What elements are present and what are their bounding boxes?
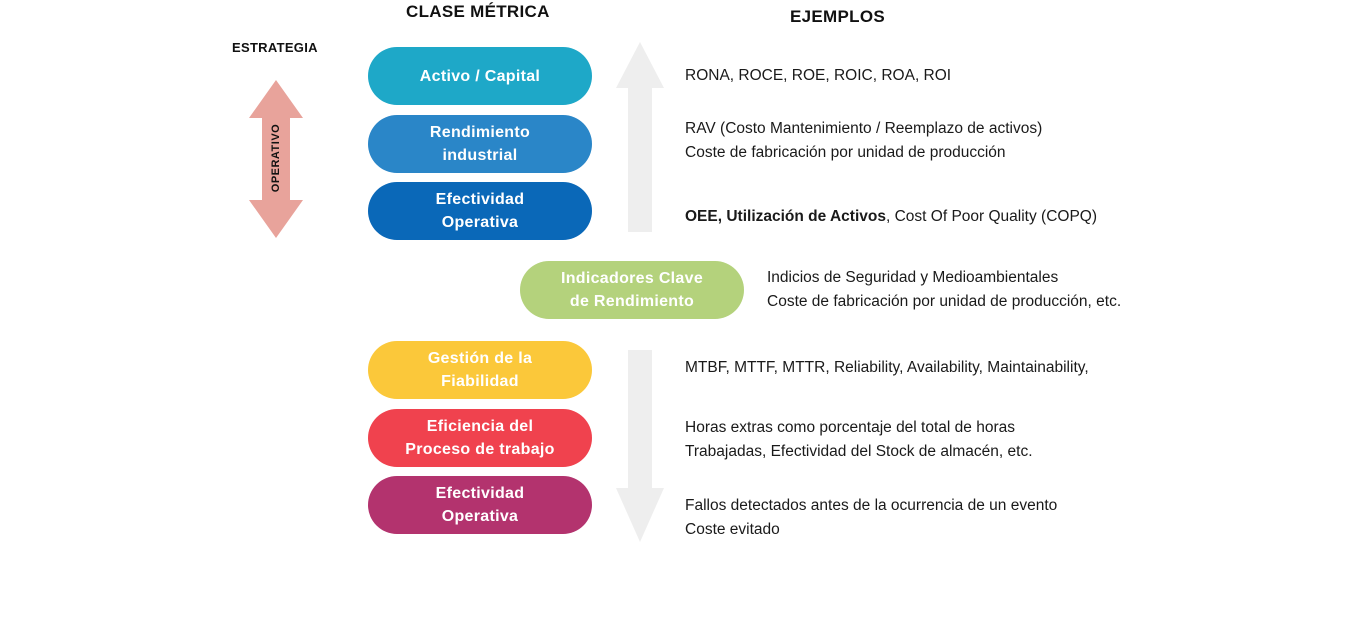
pill-efectividad-operativa-2 — [368, 476, 592, 534]
example-fiabilidad — [685, 356, 1089, 380]
pill-label: Efectividad Operativa — [435, 485, 525, 525]
pill-label: Activo / Capital — [419, 67, 541, 85]
example-line: RAV (Costo Mantenimiento / Reemplazo de activos) — [685, 120, 1043, 137]
example-activo — [685, 64, 951, 88]
example-line: Horas extras como porcentaje del total de horas — [685, 419, 1015, 436]
example-line: Coste de fabricación por unidad de producción, etc. — [767, 293, 1122, 310]
example-rest-part: , Cost Of Poor Quality (COPQ) — [885, 208, 1098, 225]
example-efectividad-2 — [685, 494, 1057, 542]
clase-metrica-header: CLASE MÉTRICA — [406, 2, 550, 21]
up-arrow — [616, 42, 664, 232]
pill-label: Rendimiento industrial — [429, 124, 531, 164]
example-bold-part: OEE, Utilización de Activos — [685, 208, 886, 225]
pill-activo-capital — [368, 47, 592, 105]
estrategia-label: ESTRATEGIA — [232, 40, 318, 55]
pill-rendimiento-industrial — [368, 115, 592, 173]
pill-label: Indicadores Clave de Rendimiento — [560, 270, 704, 310]
pill-eficiencia-proceso — [368, 409, 592, 467]
example-line: RONA, ROCE, ROE, ROIC, ROA, ROI — [685, 67, 952, 84]
pill-indicadores-clave — [520, 261, 744, 319]
pill-gestion-fiabilidad — [368, 341, 592, 399]
example-line: MTBF, MTTF, MTTR, Reliability, Availability, Maintainability, — [685, 359, 1089, 376]
example-line: Fallos detectados antes de la ocurrencia de un evento — [685, 497, 1058, 514]
pill-label: Eficiencia del Proceso de trabajo — [405, 418, 555, 458]
example-line: Coste de fabricación por unidad de producción — [685, 144, 1006, 161]
ejemplos-header: EJEMPLOS — [790, 7, 885, 26]
pill-label: Efectividad Operativa — [435, 191, 525, 231]
operativo-label: OPERATIVO — [270, 123, 282, 193]
example-efectividad — [685, 205, 1097, 229]
example-line — [685, 205, 1097, 229]
pill-efectividad-operativa — [368, 182, 592, 240]
example-rendimiento — [685, 117, 1042, 165]
example-line: Trabajadas, Efectividad del Stock de almacén, etc. — [685, 443, 1033, 460]
example-kpi — [767, 266, 1121, 314]
down-arrow — [616, 350, 664, 542]
example-eficiencia — [685, 416, 1033, 464]
example-line: Indicios de Seguridad y Medioambientales — [767, 269, 1059, 286]
example-line: Coste evitado — [685, 521, 780, 538]
pill-label: Gestión de la Fiabilidad — [427, 350, 533, 390]
